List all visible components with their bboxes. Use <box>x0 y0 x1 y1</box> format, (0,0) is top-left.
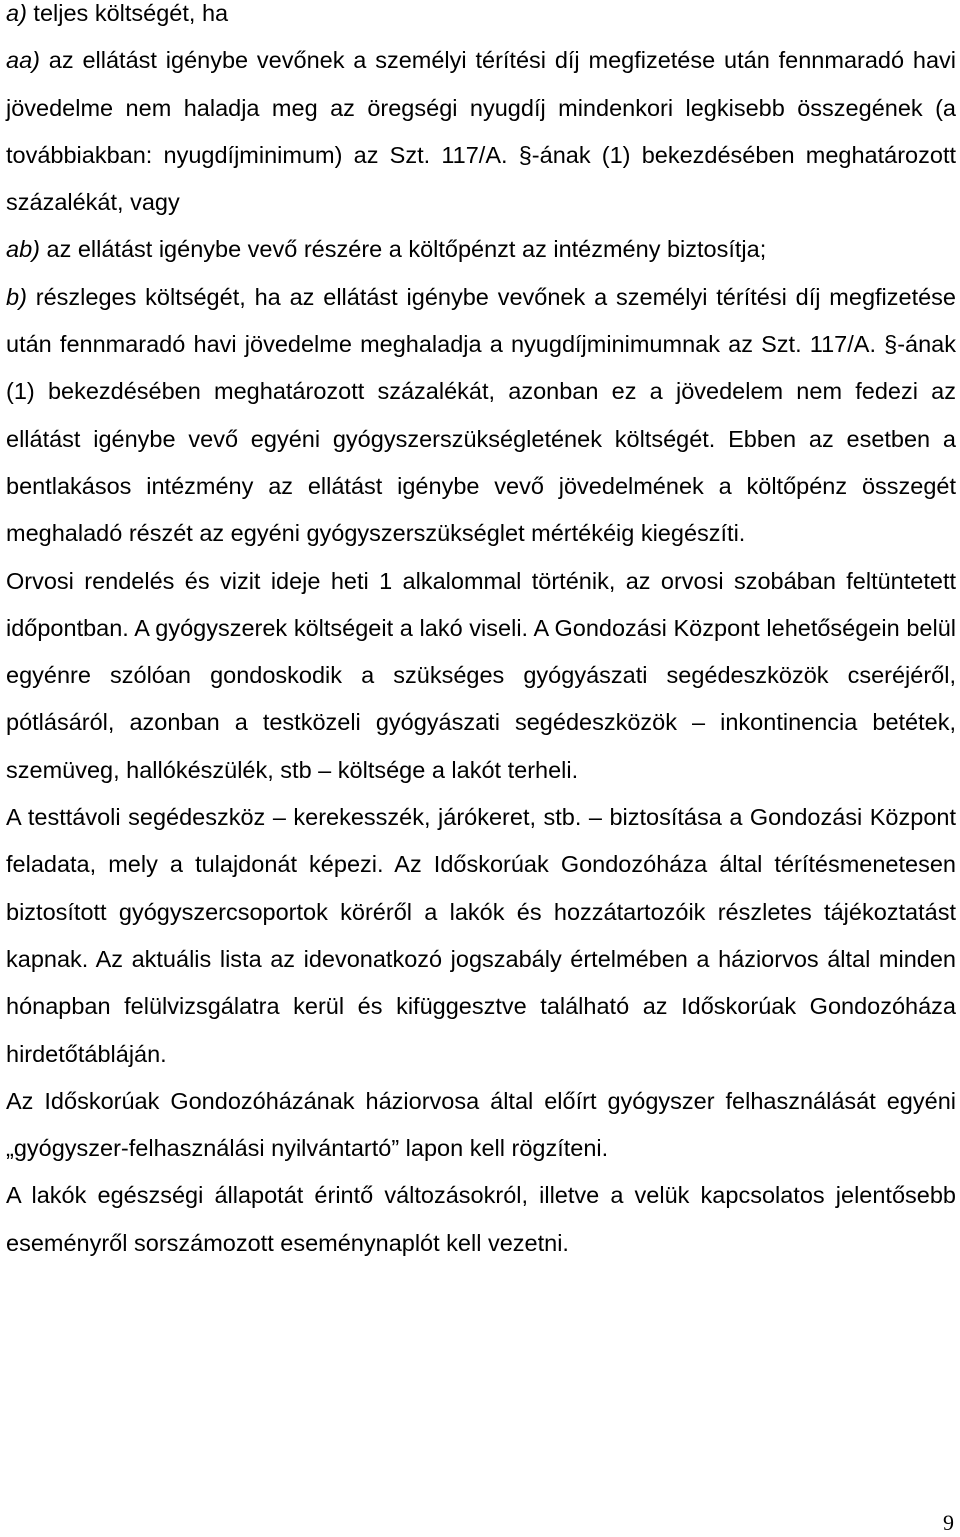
item-b-text: részleges költségét, ha az ellátást igénybe vevőnek a személyi térítési díj megfizetése után fennmaradó havi jövedelme meghaladja a nyugdíjminimumnak az Szt. 117/A. §-ának (1) bekezdésében meghatározott százalékát, azonban ez a jövedelem nem fedezi az ellátást igénybe vevő egyéni gyógyszerszükségletének költségét. Ebben az esetben a bentlakásos intézmény az ellátást igénybe vevő jövedelmének a költőpénz összegét meghaladó részét az egyéni gyógyszerszükséglet mértékéig kiegészíti. <box>6 283 956 547</box>
item-aa <box>6 37 956 226</box>
item-a-label: a) <box>6 0 27 26</box>
item-a-text: teljes költségét, ha <box>26 0 229 26</box>
document-page <box>6 0 956 1267</box>
paragraph-orvosi-rendeles: Orvosi rendelés és vizit ideje heti 1 alkalommal történik, az orvosi szobában feltüntetett időpontban. A gyógyszerek költségeit a lakó viseli. A Gondozási Központ lehetőségein belül egyénre szólóan gondoskodik a szükséges gyógyászati segédeszközök cseréjéről, pótlásáról, azonban a testközeli gyógyászati segédeszközök – inkontinencia betétek, szemüveg, hallókészülék, stb – költsége a lakót terheli. <box>6 567 956 783</box>
paragraph-esemenynaplo: A lakók egészségi állapotát érintő változásokról, illetve a velük kapcsolatos jelentősebb eseményről sorszámozott eseménynaplót kell vezetni. <box>6 1182 956 1256</box>
item-ab-text: az ellátást igénybe vevő részére a költőpénzt az intézmény biztosítja; <box>39 236 767 263</box>
page-number: 9 <box>943 1510 954 1535</box>
item-aa-label: aa) <box>6 47 40 74</box>
item-a <box>6 0 956 37</box>
item-ab-label: ab) <box>6 236 40 263</box>
item-b-label: b) <box>6 283 27 310</box>
item-b <box>6 274 956 558</box>
paragraph-testtavoli-segedeszkoz: A testtávoli segédeszköz – kerekesszék, járókeret, stb. – biztosítása a Gondozási Központ feladata, mely a tulajdonát képezi. Az Időskorúak Gondozóháza által térítésmenetesen biztosított gyógyszercsoportok köréről a lakók és hozzátartozóik részletes tájékoztatást kapnak. Az aktuális lista az idevonatkozó jogszabály értelmében a háziorvos által minden hónapban felülvizsgálatra kerül és kifüggesztve található az Időskorúak Gondozóháza hirdetőtábláján. <box>6 804 956 1067</box>
item-ab <box>6 226 956 273</box>
paragraph-haziorvos: Az Időskorúak Gondozóházának háziorvosa által előírt gyógyszer felhasználását egyéni „gyógyszer-felhasználási nyilvántartó” lapon kell rögzíteni. <box>6 1087 956 1162</box>
item-aa-text: az ellátást igénybe vevőnek a személyi térítési díj megfizetése után fennmaradó havi jövedelme nem haladja meg az öregségi nyugdíj mindenkori legkisebb összegének (a továbbiakban: nyugdíjminimum) az Szt. 117/A. §-ának (1) bekezdésében meghatározott százalékát, vagy <box>6 47 956 216</box>
